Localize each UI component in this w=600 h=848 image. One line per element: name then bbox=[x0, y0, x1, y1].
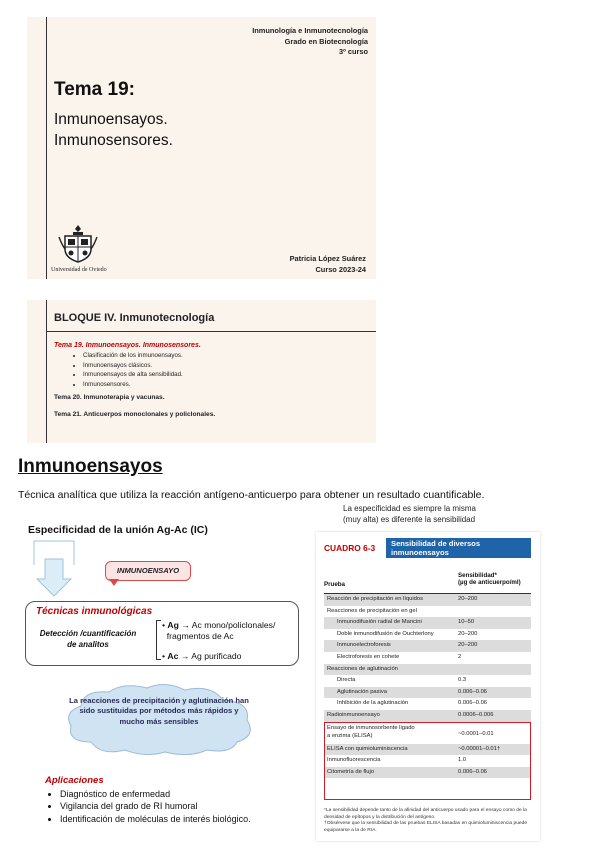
table-footnotes bbox=[324, 808, 531, 834]
table-row bbox=[324, 640, 531, 652]
row-test-line: a enzima (ELISA) bbox=[327, 732, 373, 739]
immunoassay-slide bbox=[3, 444, 566, 848]
callout-pointer bbox=[109, 579, 119, 586]
year-line: 3º curso bbox=[339, 47, 368, 56]
row-value: 20–200 bbox=[458, 642, 478, 649]
applications-title: Aplicaciones bbox=[45, 775, 104, 786]
table-row bbox=[324, 617, 531, 629]
table-label: CUADRO 6-3 bbox=[324, 543, 376, 553]
note-line: La especificidad es siempre la misma bbox=[343, 504, 476, 513]
row-value: 0.006–0.06 bbox=[458, 688, 488, 695]
footnote: †Obsérvese que la sensibilidad de las pruebas ELISA basadas en quimioluminiscencia puede equipararse a la de RIA. bbox=[324, 821, 528, 833]
table-row bbox=[324, 664, 531, 676]
row-value: ~0.00001–0.01† bbox=[458, 745, 501, 752]
antibody-item: • Ac → Ag purificado bbox=[162, 651, 242, 661]
title-line: inmunoensayos bbox=[391, 548, 449, 558]
col-sens-line: Sensibilidad* bbox=[458, 572, 497, 579]
ac-label: Ac bbox=[167, 651, 179, 661]
slide-border-line bbox=[46, 17, 47, 279]
institution-block bbox=[252, 26, 368, 58]
row-value: ~0.0001–0.01 bbox=[458, 730, 494, 737]
list-item: • Vigilancia del grado de RI humoral bbox=[60, 800, 280, 812]
row-test: Reacciones de precipitación en gel bbox=[327, 607, 417, 614]
table-row bbox=[324, 675, 531, 687]
topic-21: Tema 21. Anticuerpos monoclonales y policlonales. bbox=[54, 411, 216, 418]
col-test: Prueba bbox=[324, 581, 345, 588]
row-test: Inhibición de la aglutinación bbox=[337, 700, 409, 707]
col-sensitivity bbox=[458, 572, 521, 587]
table-row bbox=[324, 652, 531, 664]
highlight-box bbox=[324, 722, 531, 800]
topic-19-list bbox=[71, 351, 183, 389]
table-row bbox=[324, 629, 531, 641]
university-name: Universidad de Oviedo bbox=[51, 267, 107, 273]
techniques-title: Técnicas inmunológicas bbox=[36, 606, 153, 617]
row-value: 0.0006–0.006 bbox=[458, 711, 494, 718]
author-block bbox=[290, 254, 366, 275]
university-crest-icon bbox=[57, 223, 99, 263]
course-year: Curso 2023-24 bbox=[315, 264, 366, 274]
topic-19: Tema 19. Inmunoensayos. Inmunosensores. bbox=[54, 342, 201, 349]
footnote: *La sensibilidad depende tanto de la afinidad del anticuerpo usado para el ensayo como de la densidad de epítopos y la distribución del antígeno. bbox=[324, 808, 527, 820]
slide-title: Tema 19: bbox=[54, 79, 135, 100]
row-test: Radioinmunoensayo bbox=[327, 711, 380, 718]
cloud-text: La reacciones de precipitación y aglutinación han sido sustituidas por métodos más rápidos y mucho más sensibles bbox=[69, 696, 249, 726]
down-arrow-icon bbox=[29, 539, 79, 599]
slide-title: Inmunoensayos bbox=[18, 456, 163, 477]
brace bbox=[156, 620, 161, 660]
table-title bbox=[386, 538, 531, 558]
row-value: 0.006–0.06 bbox=[458, 768, 488, 775]
col-sens-line: (µg de anticuerpo/ml) bbox=[458, 579, 521, 587]
table-header bbox=[324, 538, 531, 558]
row-test-line: Ensayo de inmunosorbente ligado bbox=[327, 724, 415, 731]
list-item: • Diagnóstico de enfermedad bbox=[60, 788, 280, 800]
list-item: • Clasificación de los inmunoensayos. bbox=[83, 351, 183, 361]
ag-text-2: fragmentos de Ac bbox=[166, 631, 234, 641]
row-value: 20–200 bbox=[458, 596, 478, 602]
title-slide bbox=[27, 17, 376, 279]
specificity-heading: Especificidad de la unión Ag-Ac (IC) bbox=[28, 524, 208, 536]
detection-label bbox=[38, 628, 138, 650]
list-item: • Inmunoensayos de alta sensibilidad. bbox=[83, 370, 183, 380]
row-test: Reacciones de aglutinación bbox=[327, 665, 398, 672]
table-row bbox=[324, 594, 531, 606]
row-value: 10–50 bbox=[458, 619, 475, 626]
row-test: Electroforesis en cohete bbox=[337, 653, 400, 660]
techniques-box bbox=[25, 601, 299, 666]
institution-line: Inmunología e Inmunotecnología bbox=[252, 26, 368, 35]
row-test: Doble inmunodifusión de Ouchterlony bbox=[337, 630, 434, 637]
table-row bbox=[324, 606, 531, 618]
table-row bbox=[324, 698, 531, 710]
antigen-item: • Ag → Ac mono/policlonales/ fragmentos de Ac bbox=[162, 620, 276, 641]
list-item: • Identificación de moléculas de interés biológico. bbox=[60, 813, 280, 825]
row-test: ELISA con quimioluminiscencia bbox=[327, 745, 408, 752]
row-test: Aglutinación pasiva bbox=[337, 688, 387, 695]
table-row bbox=[324, 687, 531, 699]
block-heading: BLOQUE IV. Inmunotecnología bbox=[54, 312, 215, 324]
index-slide bbox=[27, 300, 376, 443]
row-test: Reacción de precipitación en líquidos bbox=[327, 596, 424, 602]
row-value: 0.006–0.06 bbox=[458, 700, 488, 707]
row-test: Inmunoelectroforesis bbox=[337, 642, 391, 649]
row-value: 0.3 bbox=[458, 677, 467, 684]
detection-line: de analitos bbox=[67, 640, 109, 649]
row-value: 1.0 bbox=[458, 757, 467, 764]
immunoassay-callout: INMUNOENSAYO bbox=[105, 561, 191, 581]
row-value: 2 bbox=[458, 653, 462, 660]
author-name: Patricia López Suárez bbox=[289, 254, 366, 263]
sensitivity-note bbox=[343, 503, 476, 525]
sensitivity-table bbox=[316, 532, 540, 841]
slide-subtitle bbox=[54, 109, 173, 151]
heading-divider bbox=[46, 331, 376, 332]
degree-line: Grado en Biotecnología bbox=[284, 36, 368, 46]
ag-label: Ag bbox=[167, 620, 179, 630]
applications-list bbox=[33, 788, 280, 825]
title-line: Sensibilidad de diversos bbox=[391, 539, 481, 548]
row-test: Inmunodifusión radial de Mancini bbox=[337, 619, 422, 626]
list-item: • Inmunoensayos clásicos. bbox=[83, 361, 183, 371]
topic-20: Tema 20. Inmunoterapia y vacunas. bbox=[54, 394, 165, 401]
subtitle-line: Inmunoensayos. bbox=[54, 111, 168, 128]
slide-border-line bbox=[46, 300, 47, 443]
subtitle-line: Inmunosensores. bbox=[54, 132, 173, 149]
ac-text: → Ag purificado bbox=[180, 651, 242, 661]
table-row bbox=[324, 710, 531, 722]
row-test: Inmunofluorescencia bbox=[327, 757, 381, 764]
definition-text: Técnica analítica que utiliza la reacción antígeno-anticuerpo para obtener un resultado cuantificable. bbox=[18, 489, 485, 501]
row-value: 20–200 bbox=[458, 630, 478, 637]
ag-text: → Ac mono/policlonales/ bbox=[181, 620, 276, 630]
detection-line: Detección /cuantificación bbox=[39, 629, 137, 638]
row-test: Directa bbox=[337, 677, 356, 684]
row-test: Citometría de flujo bbox=[327, 768, 375, 775]
note-line: (muy alta) es diferente la sensibilidad bbox=[343, 515, 476, 524]
column-headers bbox=[324, 569, 531, 594]
list-item: • Inmunosensores. bbox=[83, 380, 183, 390]
